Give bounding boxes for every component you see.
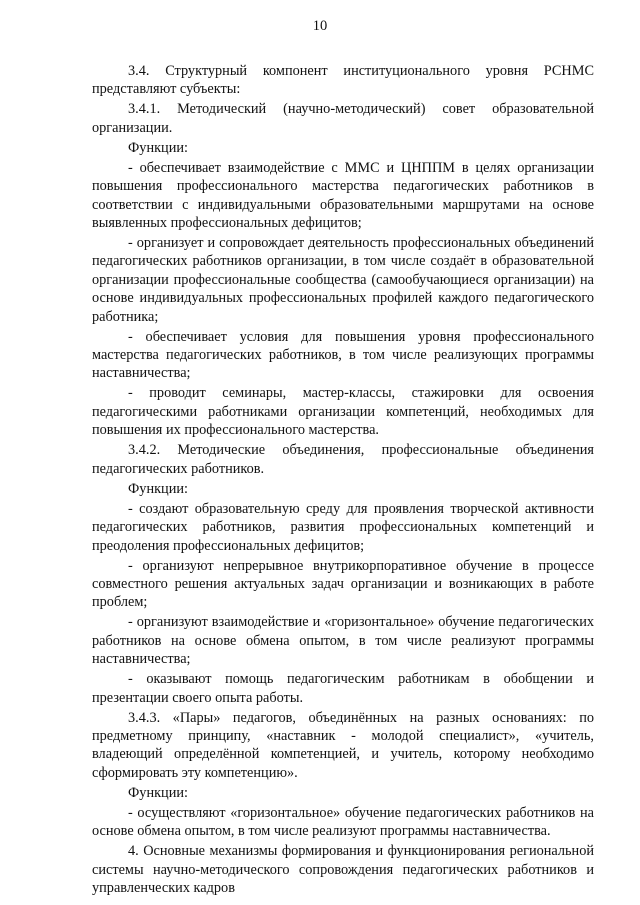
- list-item: - организует и сопровождает деятельность профессиональных объединений педагогических работников организации, в том числе создаёт в образовательной организации профессиональные сообщества (самообучающиеся организации) на основе индивидуальных профессиональных профилей каждого педагогического работника;: [92, 235, 594, 325]
- functions-label: Функции:: [128, 480, 188, 497]
- list-item: - проводит семинары, мастер-классы, стажировки для освоения педагогическими работниками организации компетенций, необходимых для повышения их профессионального мастерства.: [92, 385, 594, 439]
- list-item: - оказывают помощь педагогическим работникам в обобщении и презентации своего опыта работы.: [92, 671, 594, 706]
- list-item: - создают образовательную среду для проявления творческой активности педагогических работников, развития профессиональных компетенций и преодоления профессиональных дефицитов;: [92, 500, 594, 554]
- document-body: [92, 62, 594, 899]
- section-4-heading: 4. Основные механизмы формирования и функционирования региональной системы научно-методического сопровождения педагогических работников и управленческих кадров: [92, 843, 594, 896]
- section-3-4-2-heading: 3.4.2. Методические объединения, профессиональные объединения педагогических работников.: [92, 442, 594, 477]
- section-3-4-heading: 3.4. Структурный компонент институционального уровня РСНМС представляют субъекты:: [92, 63, 594, 98]
- functions-label: Функции:: [128, 139, 188, 156]
- list-item: - организуют взаимодействие и «горизонтальное» обучение педагогических работников на основе обмена опытом, в том числе реализуют программы наставничества;: [92, 614, 594, 668]
- section-3-4-1-heading: 3.4.1. Методический (научно-методический) совет образовательной организации.: [92, 101, 594, 136]
- section-3-4-3-heading: 3.4.3. «Пары» педагогов, объединённых на разных основаниях: по предметному принципу, «наставник - молодой специалист», «учитель, владеющий определённой компетенцией, и учитель, которому необходимо сформировать эту компетенцию».: [92, 709, 594, 781]
- list-item: - осуществляют «горизонтальное» обучение педагогических работников на основе обмена опытом, в том числе реализуют программы наставничества.: [92, 804, 594, 840]
- page-number: 10: [312, 18, 328, 34]
- list-item: - организуют непрерывное внутрикорпоративное обучение в процессе совместного решения актуальных задач организации и возникающих в работе проблем;: [92, 557, 594, 611]
- list-item: - обеспечивает условия для повышения уровня профессионального мастерства педагогических работников, в том числе реализующих программы наставничества;: [92, 328, 594, 382]
- functions-label: Функции:: [128, 784, 188, 801]
- list-item: - обеспечивает взаимодействие с ММС и ЦНППМ в целях организации повышения профессионального мастерства педагогических работников в соответствии с индивидуальными образовательными маршрутами на основе выявленных профессиональных дефицитов;: [92, 159, 594, 232]
